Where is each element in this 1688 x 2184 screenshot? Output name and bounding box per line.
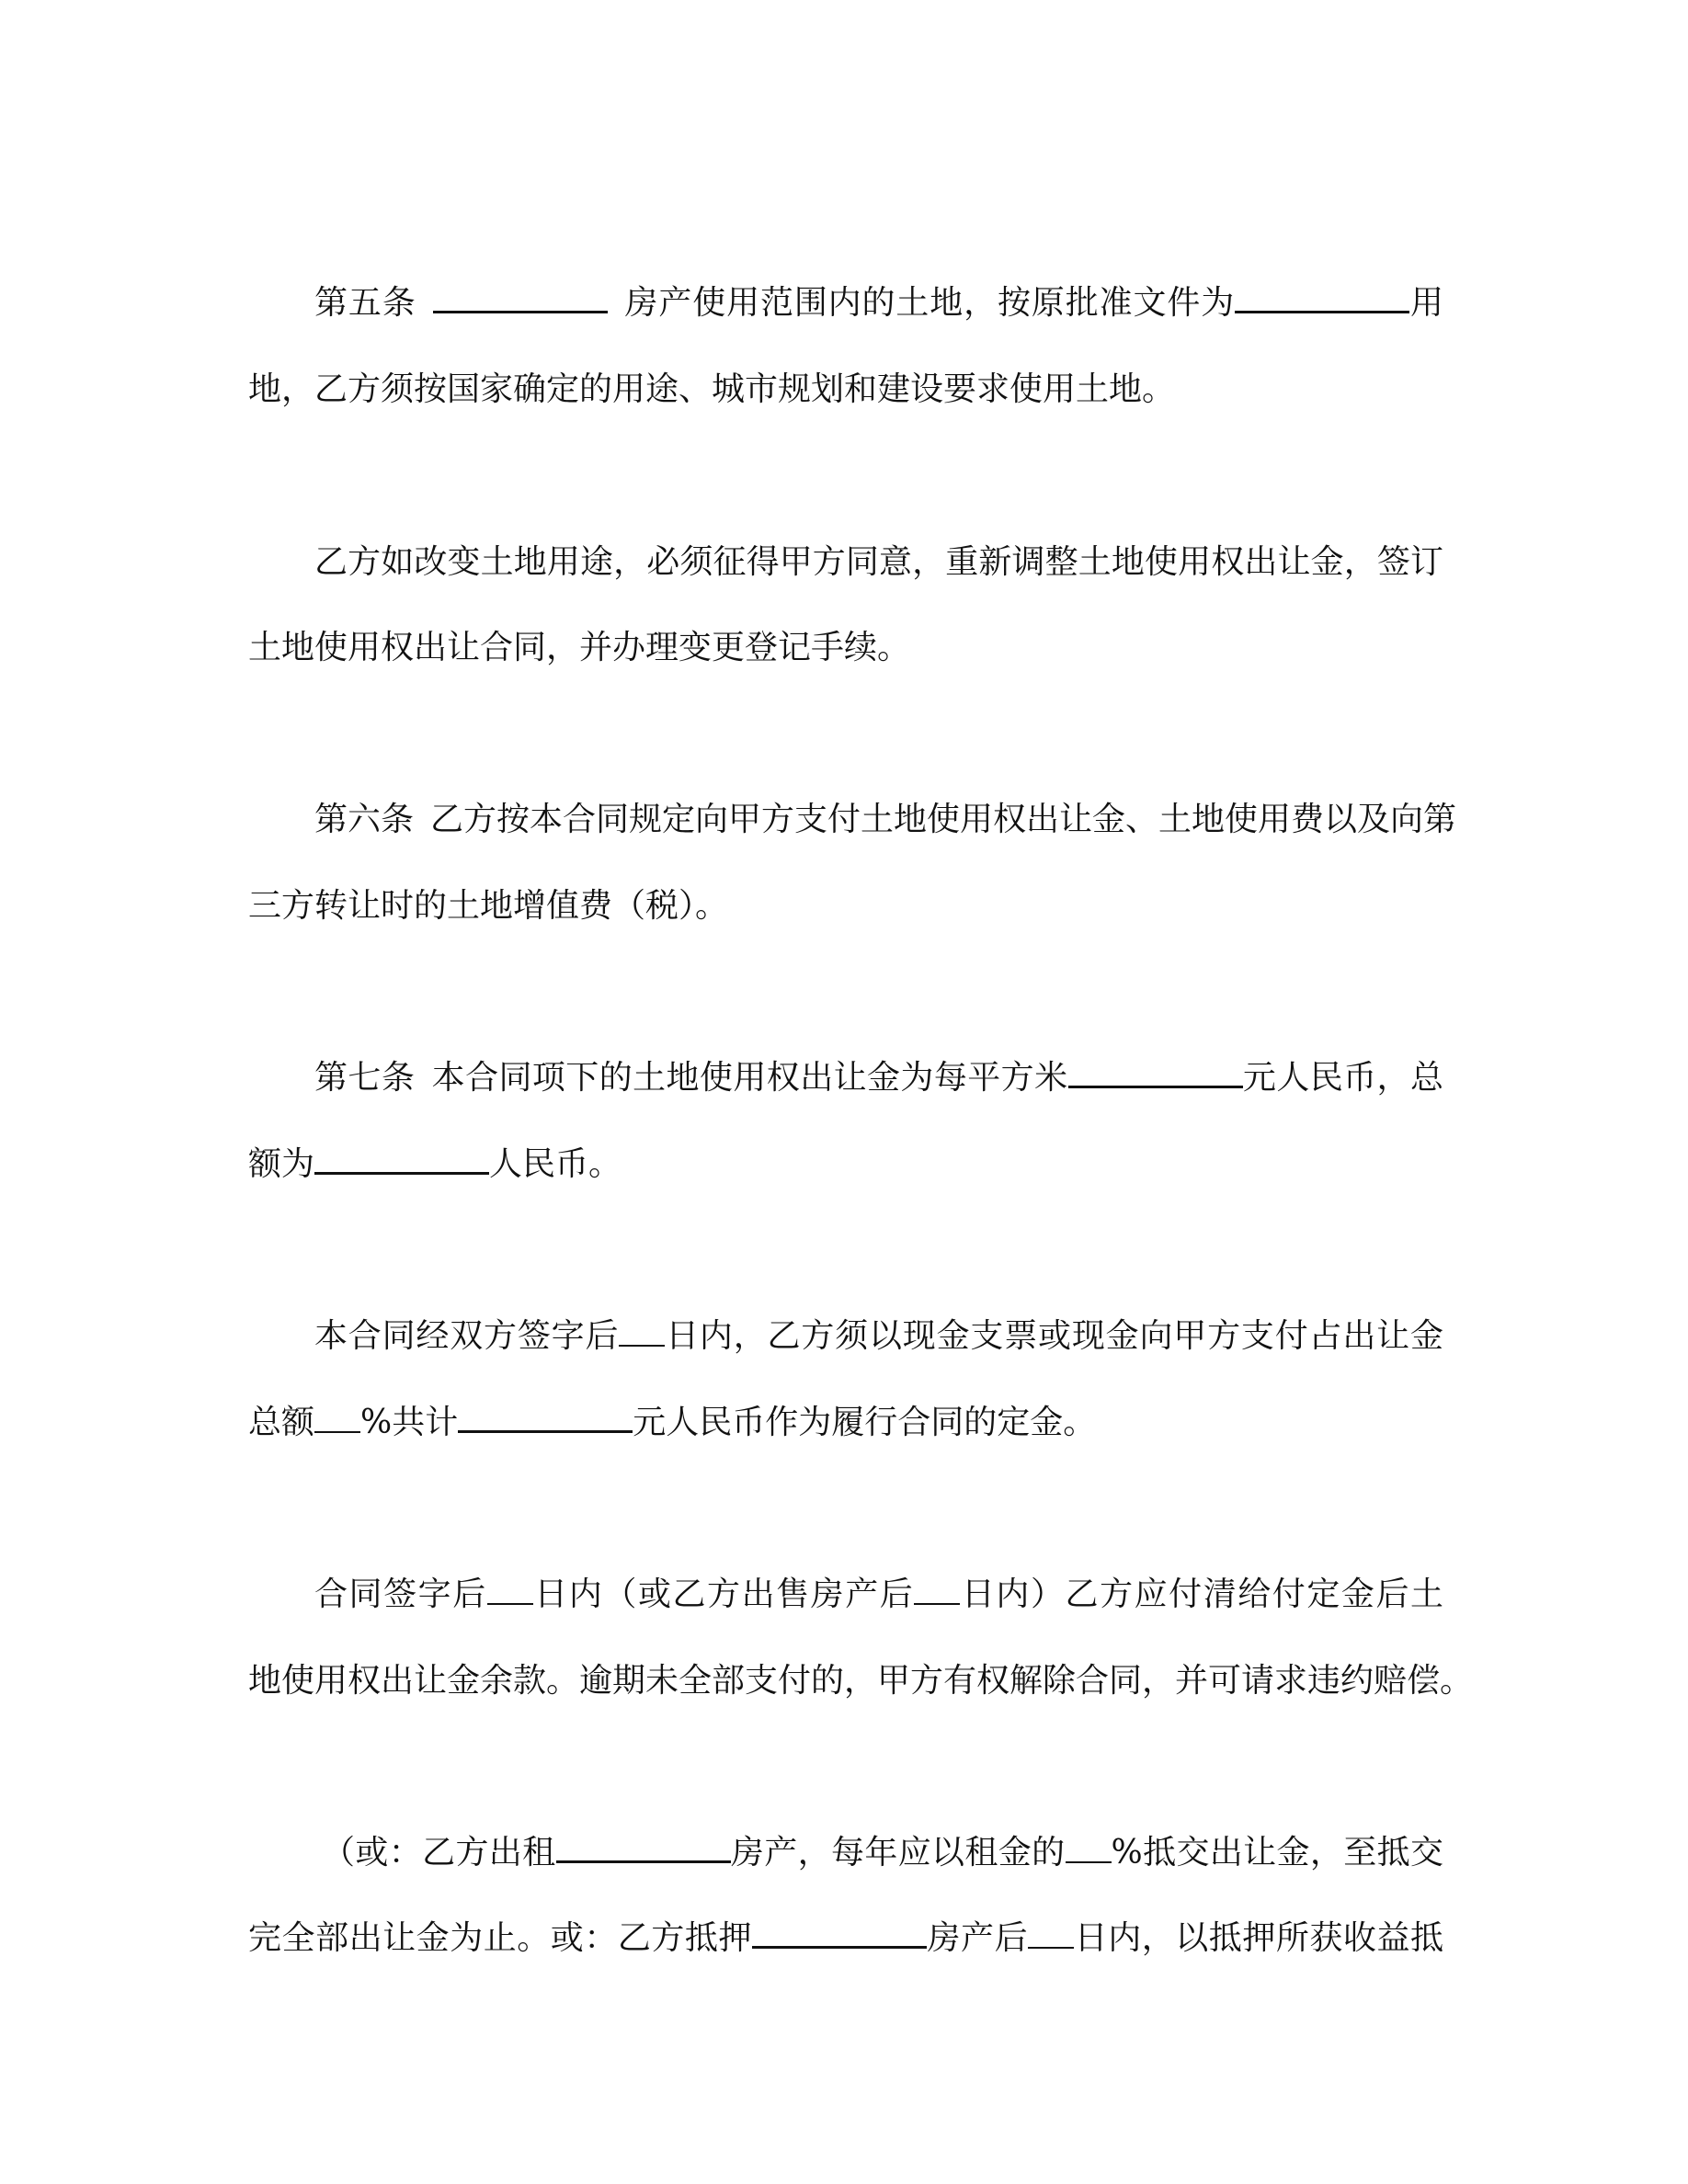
text-segment: 元人民币，总 xyxy=(1242,1059,1443,1097)
blank-field[interactable] xyxy=(752,1918,927,1949)
text-segment: 日内，以抵押所获收益抵 xyxy=(1074,1919,1443,1957)
article-5-line-1 xyxy=(314,283,1443,324)
blank-field[interactable] xyxy=(556,1833,731,1863)
text-segment: 日内，乙方须以现金支票或现金向甲方支付占出让金 xyxy=(665,1317,1443,1355)
text-segment: 地，乙方须按国家确定的用途、城市规划和建设要求使用土地。 xyxy=(248,370,1176,408)
text-segment: 乙方如改变土地用途，必须征得甲方同意，重新调整土地使用权出让金，签订 xyxy=(314,543,1443,581)
text-segment: 本合同项下的土地使用权出让金为每平方米 xyxy=(431,1059,1068,1097)
article-7-line-1 xyxy=(314,1058,1443,1098)
blank-field[interactable] xyxy=(1028,1919,1074,1949)
blank-field[interactable] xyxy=(314,1404,360,1433)
text-segment: 土地使用权出让合同，并办理变更登记手续。 xyxy=(248,629,911,666)
paragraph-line xyxy=(248,1661,1474,1701)
text-segment: 房产后 xyxy=(926,1919,1029,1957)
text-segment: 地使用权出让金余款。逾期未全部支付的，甲方有权解除合同，并可请求违约赔偿。 xyxy=(248,1662,1474,1700)
blank-field[interactable] xyxy=(1235,283,1409,313)
paragraph-line xyxy=(314,542,1443,583)
blank-field[interactable] xyxy=(619,1317,665,1347)
article-6-label: 第六条 xyxy=(314,801,415,838)
blank-field[interactable] xyxy=(458,1403,633,1433)
text-segment: （或：乙方出租 xyxy=(322,1834,556,1871)
blank-field[interactable] xyxy=(1066,1834,1112,1863)
blank-field[interactable] xyxy=(487,1575,533,1605)
text-segment: 日内（或乙方出售房产后 xyxy=(532,1575,915,1613)
blank-field[interactable] xyxy=(1068,1058,1243,1088)
article-6-line-2 xyxy=(248,886,1443,927)
article-5-label: 第五条 xyxy=(314,284,416,322)
paragraph-line xyxy=(248,1918,1443,1959)
blank-field[interactable] xyxy=(914,1575,960,1605)
paragraph-line xyxy=(314,1575,1443,1615)
text-segment: %抵交出让金，至抵交 xyxy=(1111,1834,1443,1871)
article-7-line-2 xyxy=(248,1144,1443,1185)
text-segment: 本合同经双方签字后 xyxy=(314,1317,620,1355)
text-segment: 总额 xyxy=(248,1404,315,1441)
text-segment: 房产使用范围内的土地，按原批准文件为 xyxy=(623,284,1236,322)
paragraph-line xyxy=(248,628,1443,668)
text-segment: 人民币。 xyxy=(489,1145,622,1183)
blank-field[interactable] xyxy=(433,283,608,313)
text-segment: %共计 xyxy=(360,1404,459,1441)
article-7-label: 第七条 xyxy=(314,1059,416,1097)
text-segment: 房产，每年应以租金的 xyxy=(730,1834,1066,1871)
blank-field[interactable] xyxy=(314,1144,489,1175)
article-5-line-2 xyxy=(248,370,1443,410)
paragraph-line xyxy=(248,1403,1443,1443)
paragraph-line xyxy=(314,1316,1443,1357)
text-segment: 用 xyxy=(1409,284,1443,322)
text-segment: 乙方按本合同规定向甲方支付土地使用权出让金、土地使用费以及向第 xyxy=(430,801,1457,838)
text-segment: 完全部出让金为止。或：乙方抵押 xyxy=(248,1919,752,1957)
text-segment: 合同签字后 xyxy=(314,1575,487,1613)
paragraph-line xyxy=(322,1833,1443,1873)
article-6-line-1 xyxy=(314,800,1457,840)
text-segment: 额为 xyxy=(248,1145,315,1183)
text-segment: 三方转让时的土地增值费（税）。 xyxy=(248,887,729,925)
text-segment: 元人民币作为履行合同的定金。 xyxy=(633,1404,1097,1441)
text-segment: 日内）乙方应付清给付定金后土 xyxy=(960,1575,1443,1613)
